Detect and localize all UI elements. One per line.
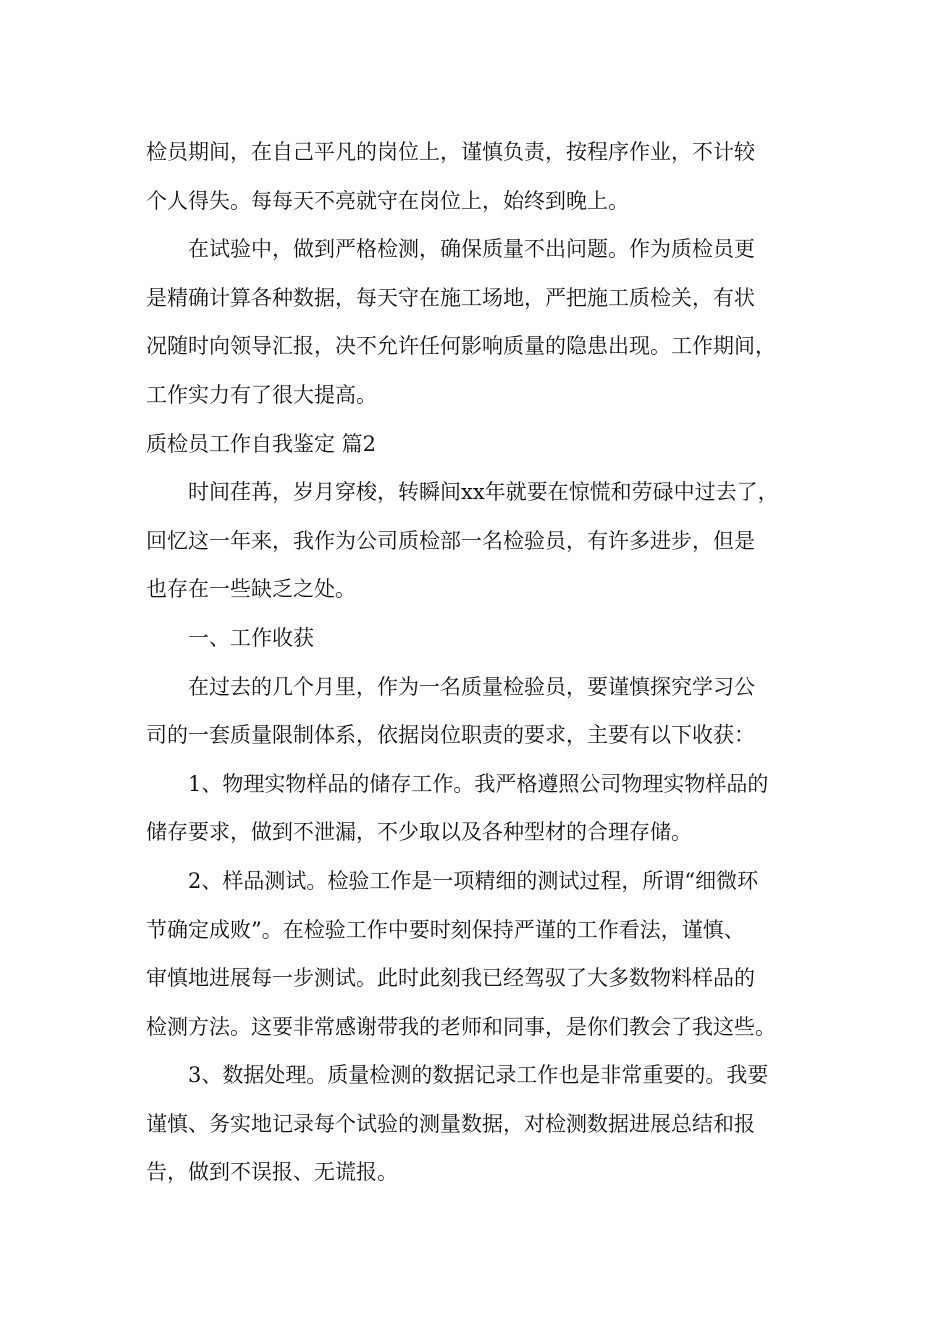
text-line: 是精确计算各种数据，每天守在施工场地，严把施工质检关，有状	[146, 285, 755, 310]
text-line: 况随时向领导汇报，决不允许任何影响质量的隐患出现。工作期间，	[146, 334, 776, 359]
text-line: 告，做到不误报、无谎报。	[146, 1160, 398, 1185]
subsection-heading: 一、工作收获	[188, 625, 314, 650]
text-line: 个人得失。每每天不亮就守在岗位上，始终到晚上。	[146, 188, 629, 213]
text-line: 回忆这一年来，我作为公司质检部一名检验员，有许多进步，但是	[146, 528, 755, 553]
text-line: 2、样品测试。检验工作是一项精细的测试过程，所谓“细微环	[188, 868, 759, 893]
text-line: 储存要求，做到不泄漏，不少取以及各种型材的合理存储。	[146, 820, 692, 845]
text-line: 在过去的几个月里，作为一名质量检验员，要谨慎探究学习公	[188, 674, 755, 699]
text-line: 也存在一些缺乏之处。	[146, 577, 356, 602]
text-line: 检测方法。这要非常感谢带我的老师和同事，是你们教会了我这些。	[146, 1014, 776, 1039]
text-line: 3、数据处理。质量检测的数据记录工作也是非常重要的。我要	[188, 1063, 769, 1088]
text-line: 谨慎、务实地记录每个试验的测量数据，对检测数据进展总结和报	[146, 1111, 755, 1136]
text-line: 检员期间，在自己平凡的岗位上，谨慎负责，按程序作业，不计较	[146, 140, 755, 164]
section-heading: 质检员工作自我鉴定 篇2	[146, 431, 377, 456]
text-line: 司的一套质量限制体系，依据岗位职责的要求，主要有以下收获：	[146, 723, 755, 748]
text-line: 审慎地进展每一步测试。此时此刻我已经驾驭了大多数物料样品的	[146, 966, 755, 991]
text-line: 1、物理实物样品的储存工作。我严格遵照公司物理实物样品的	[188, 771, 769, 796]
text-line: 在试验中，做到严格检测，确保质量不出问题。作为质检员更	[188, 237, 755, 262]
text-line: 时间荏苒，岁月穿梭，转瞬间xx年就要在惊慌和劳碌中过去了，	[188, 480, 779, 505]
text-line: 节确定成败”。在检验工作中要时刻保持严谨的工作看法，谨慎、	[146, 917, 745, 942]
document-body	[146, 128, 816, 1197]
text-line: 工作实力有了很大提高。	[146, 382, 377, 407]
